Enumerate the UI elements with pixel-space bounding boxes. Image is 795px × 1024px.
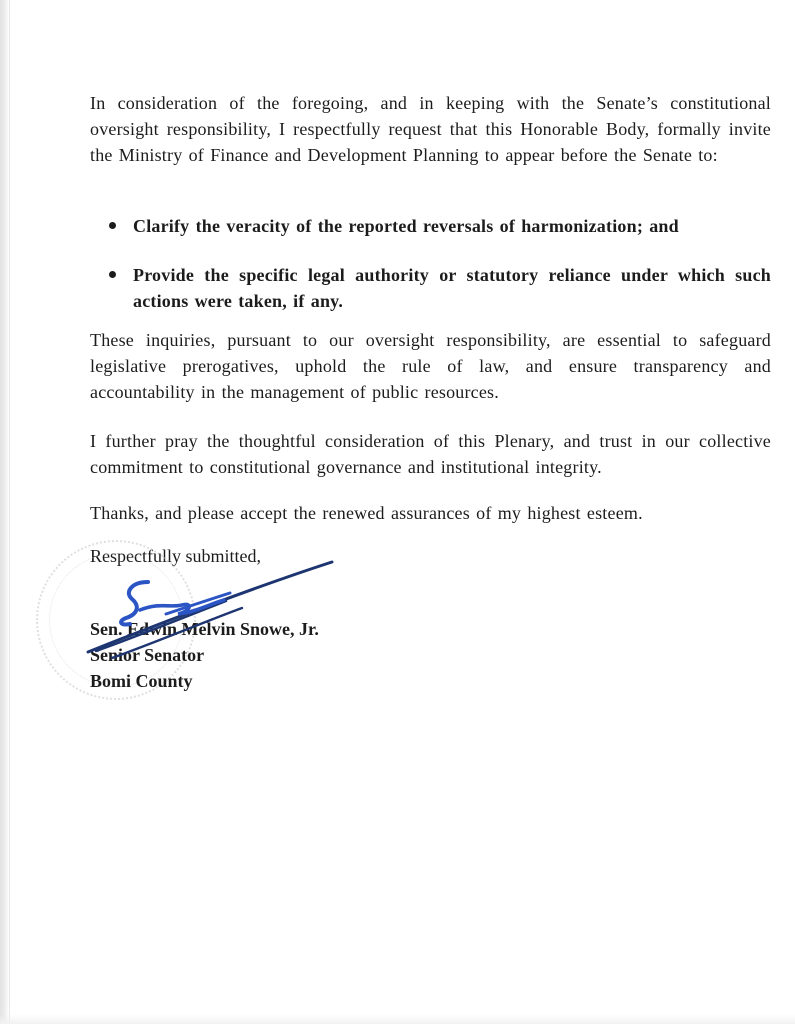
paragraph-thanks: Thanks, and please accept the renewed assurances of my highest esteem. (90, 503, 643, 523)
signer-title: Senior Senator (90, 645, 205, 665)
paragraph-intro: In consideration of the foregoing, and in keeping with the Senate’s constitutional oversight responsibility, I respectfully request that this Honorable Body, formally invite the Ministry of Finance and Development Planning to appear before the Senate to: (90, 93, 771, 165)
paragraph-inquiries: These inquiries, pursuant to our oversight responsibility, are essential to safeguard legislative prerogatives, uphold the rule of law, and ensure transparency and accountability in the management of public resources. (90, 330, 771, 402)
bullet-item-clarify (90, 213, 771, 239)
signer-name: Sen. Edwin Melvin Snowe, Jr. (90, 619, 319, 639)
bullet-item-provide (90, 262, 771, 314)
paragraph-prayer: I further pray the thoughtful consideration of this Plenary, and trust in our collective commitment to constitutional governance and institutional integrity. (90, 431, 771, 477)
bullet-text: Provide the specific legal authority or statutory reliance under which such actions were taken, if any. (133, 265, 771, 311)
scan-shadow-artifact (0, 1014, 795, 1024)
bullet-icon (109, 222, 116, 229)
scan-edge-artifact (0, 0, 10, 1024)
bullet-text: Clarify the veracity of the reported reversals of harmonization; and (133, 216, 679, 236)
bullet-icon (109, 271, 116, 278)
bullet-list (90, 213, 771, 314)
closing-line: Respectfully submitted, (90, 546, 261, 566)
handwritten-signature-icon (48, 548, 348, 663)
signer-county: Bomi County (90, 671, 193, 691)
